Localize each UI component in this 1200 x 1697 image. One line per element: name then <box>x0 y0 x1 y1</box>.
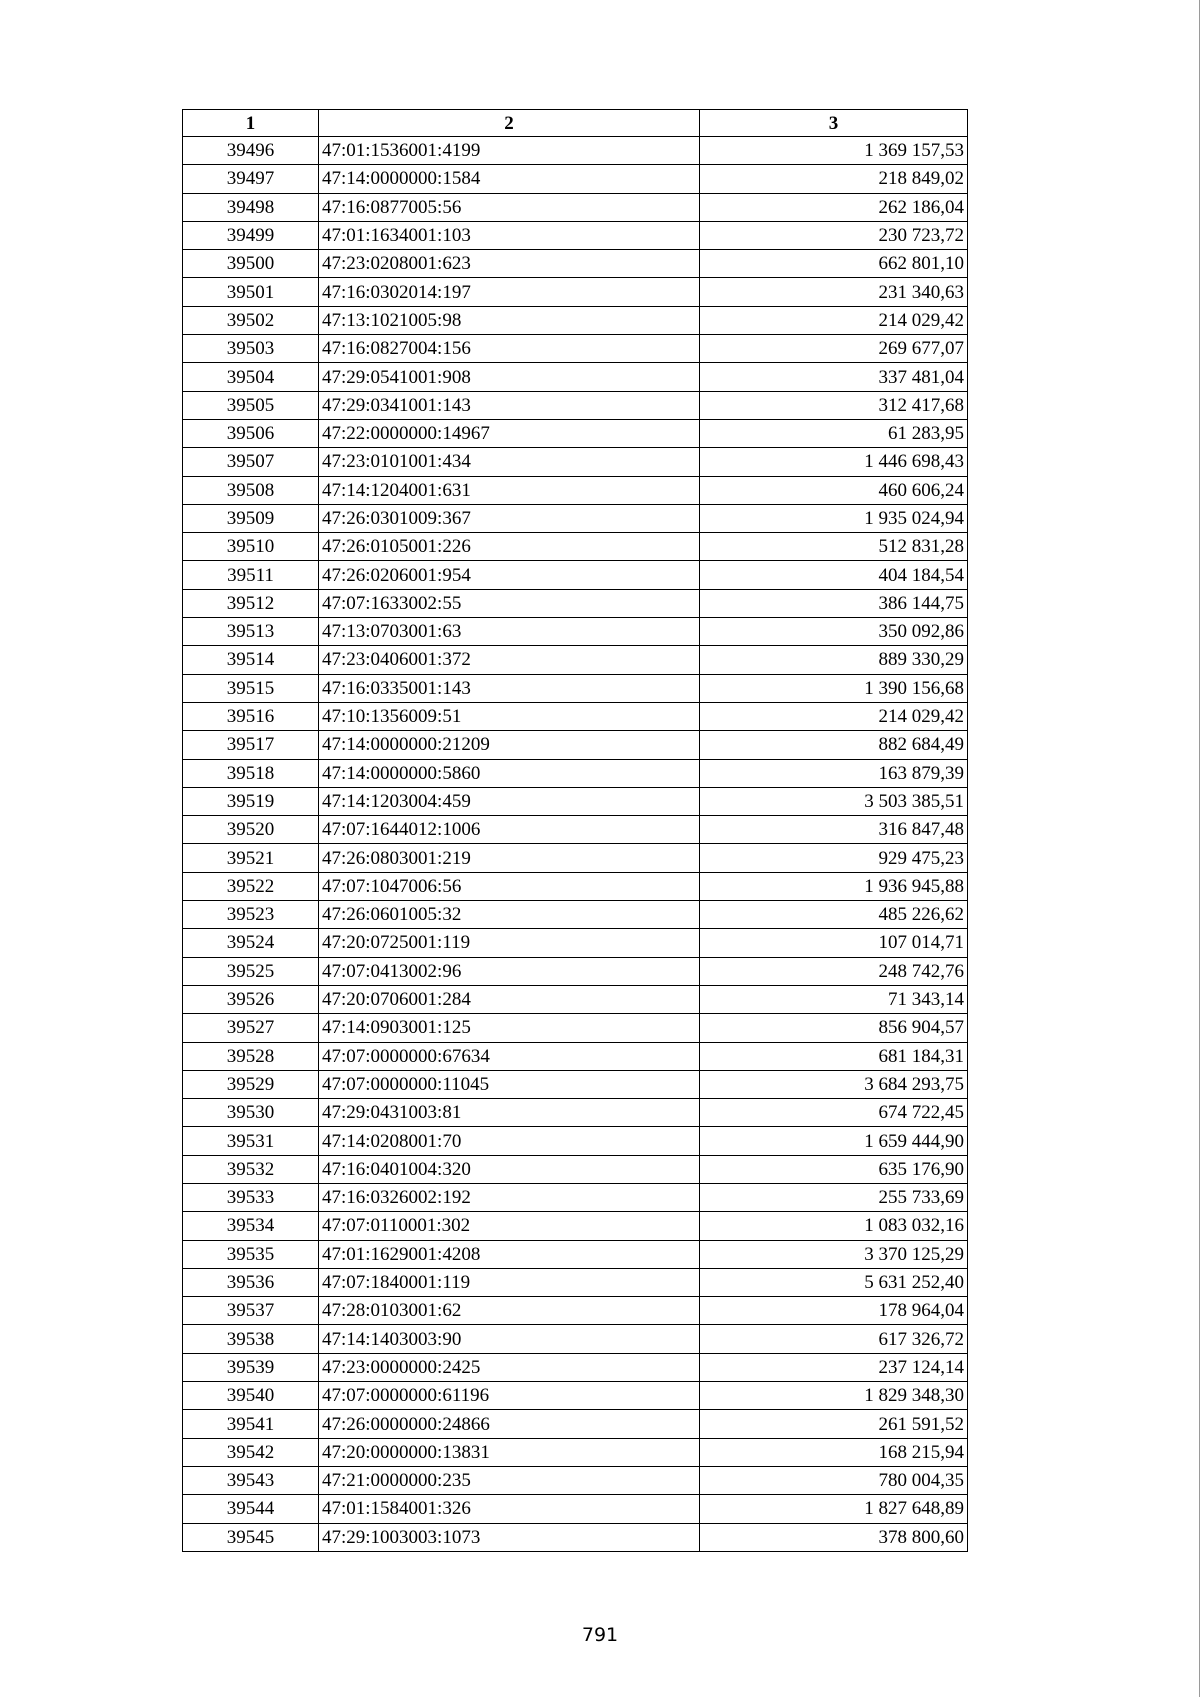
value-cell: 255 733,69 <box>700 1183 968 1211</box>
table-row <box>183 250 968 278</box>
value-cell: 386 144,75 <box>700 589 968 617</box>
row-number-cell: 39545 <box>183 1523 319 1551</box>
cadastral-number-cell: 47:26:0105001:226 <box>319 533 700 561</box>
table-row <box>183 1325 968 1353</box>
value-cell: 1 827 648,89 <box>700 1495 968 1523</box>
value-cell: 1 390 156,68 <box>700 674 968 702</box>
value-cell: 312 417,68 <box>700 391 968 419</box>
value-cell: 617 326,72 <box>700 1325 968 1353</box>
row-number-cell: 39512 <box>183 589 319 617</box>
row-number-cell: 39506 <box>183 419 319 447</box>
row-number-cell: 39503 <box>183 335 319 363</box>
value-cell: 214 029,42 <box>700 702 968 730</box>
table-row <box>183 1466 968 1494</box>
row-number-cell: 39513 <box>183 618 319 646</box>
cadastral-number-cell: 47:26:0601005:32 <box>319 901 700 929</box>
table-row <box>183 759 968 787</box>
header-row <box>183 110 968 137</box>
row-number-cell: 39501 <box>183 278 319 306</box>
cadastral-number-cell: 47:07:0110001:302 <box>319 1212 700 1240</box>
value-cell: 856 904,57 <box>700 1014 968 1042</box>
row-number-cell: 39537 <box>183 1297 319 1325</box>
cadastral-number-cell: 47:26:0803001:219 <box>319 844 700 872</box>
cadastral-number-cell: 47:29:0541001:908 <box>319 363 700 391</box>
row-number-cell: 39543 <box>183 1466 319 1494</box>
cadastral-number-cell: 47:07:0000000:61196 <box>319 1382 700 1410</box>
cadastral-number-cell: 47:23:0406001:372 <box>319 646 700 674</box>
row-number-cell: 39516 <box>183 702 319 730</box>
value-cell: 662 801,10 <box>700 250 968 278</box>
row-number-cell: 39535 <box>183 1240 319 1268</box>
row-number-cell: 39519 <box>183 787 319 815</box>
value-cell: 178 964,04 <box>700 1297 968 1325</box>
value-cell: 3 684 293,75 <box>700 1070 968 1098</box>
cadastral-number-cell: 47:26:0301009:367 <box>319 504 700 532</box>
cadastral-number-cell: 47:14:1204001:631 <box>319 476 700 504</box>
table-row <box>183 1183 968 1211</box>
header-cell-2: 2 <box>319 110 700 137</box>
table-row <box>183 419 968 447</box>
row-number-cell: 39502 <box>183 306 319 334</box>
table-row <box>183 646 968 674</box>
table-row <box>183 618 968 646</box>
table-row <box>183 957 968 985</box>
value-cell: 929 475,23 <box>700 844 968 872</box>
row-number-cell: 39520 <box>183 816 319 844</box>
cadastral-number-cell: 47:01:1536001:4199 <box>319 137 700 165</box>
row-number-cell: 39523 <box>183 901 319 929</box>
cadastral-number-cell: 47:14:0208001:70 <box>319 1127 700 1155</box>
value-cell: 230 723,72 <box>700 221 968 249</box>
value-cell: 378 800,60 <box>700 1523 968 1551</box>
row-number-cell: 39498 <box>183 193 319 221</box>
table-row <box>183 1353 968 1381</box>
value-cell: 681 184,31 <box>700 1042 968 1070</box>
cadastral-number-cell: 47:26:0206001:954 <box>319 561 700 589</box>
table-row <box>183 1438 968 1466</box>
row-number-cell: 39521 <box>183 844 319 872</box>
row-number-cell: 39497 <box>183 165 319 193</box>
row-number-cell: 39525 <box>183 957 319 985</box>
table-row <box>183 844 968 872</box>
table-row <box>183 504 968 532</box>
row-number-cell: 39509 <box>183 504 319 532</box>
value-cell: 1 659 444,90 <box>700 1127 968 1155</box>
table-row <box>183 1268 968 1296</box>
row-number-cell: 39504 <box>183 363 319 391</box>
cadastral-number-cell: 47:29:1003003:1073 <box>319 1523 700 1551</box>
cadastral-number-cell: 47:14:1403003:90 <box>319 1325 700 1353</box>
row-number-cell: 39515 <box>183 674 319 702</box>
table-row <box>183 787 968 815</box>
row-number-cell: 39528 <box>183 1042 319 1070</box>
value-cell: 882 684,49 <box>700 731 968 759</box>
row-number-cell: 39541 <box>183 1410 319 1438</box>
table-row <box>183 1014 968 1042</box>
cadastral-number-cell: 47:20:0706001:284 <box>319 985 700 1013</box>
cadastral-number-cell: 47:23:0101001:434 <box>319 448 700 476</box>
row-number-cell: 39539 <box>183 1353 319 1381</box>
row-number-cell: 39499 <box>183 221 319 249</box>
cadastral-number-cell: 47:20:0725001:119 <box>319 929 700 957</box>
row-number-cell: 39524 <box>183 929 319 957</box>
cadastral-number-cell: 47:07:1840001:119 <box>319 1268 700 1296</box>
table-row <box>183 1523 968 1551</box>
value-cell: 635 176,90 <box>700 1155 968 1183</box>
value-cell: 337 481,04 <box>700 363 968 391</box>
cadastral-number-cell: 47:23:0000000:2425 <box>319 1353 700 1381</box>
table-row <box>183 221 968 249</box>
row-number-cell: 39532 <box>183 1155 319 1183</box>
row-number-cell: 39522 <box>183 872 319 900</box>
row-number-cell: 39544 <box>183 1495 319 1523</box>
row-number-cell: 39518 <box>183 759 319 787</box>
cadastral-number-cell: 47:07:0000000:67634 <box>319 1042 700 1070</box>
cadastral-number-cell: 47:28:0103001:62 <box>319 1297 700 1325</box>
row-number-cell: 39500 <box>183 250 319 278</box>
value-cell: 1 829 348,30 <box>700 1382 968 1410</box>
value-cell: 261 591,52 <box>700 1410 968 1438</box>
table-row <box>183 165 968 193</box>
table-row <box>183 476 968 504</box>
value-cell: 71 343,14 <box>700 985 968 1013</box>
cadastral-number-cell: 47:07:1047006:56 <box>319 872 700 900</box>
value-cell: 460 606,24 <box>700 476 968 504</box>
table-row <box>183 193 968 221</box>
cadastral-number-cell: 47:23:0208001:623 <box>319 250 700 278</box>
value-cell: 3 503 385,51 <box>700 787 968 815</box>
table-row <box>183 1212 968 1240</box>
value-cell: 316 847,48 <box>700 816 968 844</box>
cadastral-number-cell: 47:07:1644012:1006 <box>319 816 700 844</box>
cadastral-number-cell: 47:14:1203004:459 <box>319 787 700 815</box>
header-cell-1: 1 <box>183 110 319 137</box>
table-row <box>183 1127 968 1155</box>
table-row <box>183 1240 968 1268</box>
cadastral-number-cell: 47:01:1634001:103 <box>319 221 700 249</box>
cadastral-number-cell: 47:20:0000000:13831 <box>319 1438 700 1466</box>
cadastral-number-cell: 47:01:1584001:326 <box>319 1495 700 1523</box>
table-row <box>183 137 968 165</box>
table-row <box>183 278 968 306</box>
cadastral-number-cell: 47:16:0827004:156 <box>319 335 700 363</box>
table-row <box>183 702 968 730</box>
value-cell: 218 849,02 <box>700 165 968 193</box>
row-number-cell: 39533 <box>183 1183 319 1211</box>
row-number-cell: 39530 <box>183 1099 319 1127</box>
row-number-cell: 39511 <box>183 561 319 589</box>
row-number-cell: 39540 <box>183 1382 319 1410</box>
table-row <box>183 1495 968 1523</box>
table-row <box>183 816 968 844</box>
table-row <box>183 1410 968 1438</box>
cadastral-number-cell: 47:21:0000000:235 <box>319 1466 700 1494</box>
cadastral-number-cell: 47:14:0903001:125 <box>319 1014 700 1042</box>
cadastral-number-cell: 47:07:1633002:55 <box>319 589 700 617</box>
value-cell: 485 226,62 <box>700 901 968 929</box>
value-cell: 168 215,94 <box>700 1438 968 1466</box>
table-row <box>183 731 968 759</box>
cadastral-number-cell: 47:29:0341001:143 <box>319 391 700 419</box>
cadastral-number-cell: 47:22:0000000:14967 <box>319 419 700 447</box>
table-row <box>183 872 968 900</box>
cadastral-number-cell: 47:14:0000000:21209 <box>319 731 700 759</box>
table-row <box>183 1155 968 1183</box>
row-number-cell: 39507 <box>183 448 319 476</box>
row-number-cell: 39508 <box>183 476 319 504</box>
table-row <box>183 1070 968 1098</box>
table-row <box>183 1042 968 1070</box>
value-cell: 61 283,95 <box>700 419 968 447</box>
value-cell: 1 083 032,16 <box>700 1212 968 1240</box>
cadastral-number-cell: 47:16:0401004:320 <box>319 1155 700 1183</box>
row-number-cell: 39534 <box>183 1212 319 1240</box>
row-number-cell: 39526 <box>183 985 319 1013</box>
table-row <box>183 561 968 589</box>
value-cell: 404 184,54 <box>700 561 968 589</box>
row-number-cell: 39529 <box>183 1070 319 1098</box>
page-number: 791 <box>581 1624 619 1646</box>
row-number-cell: 39527 <box>183 1014 319 1042</box>
value-cell: 237 124,14 <box>700 1353 968 1381</box>
table-row <box>183 901 968 929</box>
value-cell: 107 014,71 <box>700 929 968 957</box>
value-cell: 163 879,39 <box>700 759 968 787</box>
table-row <box>183 1297 968 1325</box>
cadastral-number-cell: 47:16:0302014:197 <box>319 278 700 306</box>
value-cell: 1 936 945,88 <box>700 872 968 900</box>
table-row <box>183 363 968 391</box>
row-number-cell: 39531 <box>183 1127 319 1155</box>
value-cell: 248 742,76 <box>700 957 968 985</box>
value-cell: 350 092,86 <box>700 618 968 646</box>
value-cell: 780 004,35 <box>700 1466 968 1494</box>
row-number-cell: 39505 <box>183 391 319 419</box>
table-row <box>183 1382 968 1410</box>
value-cell: 214 029,42 <box>700 306 968 334</box>
header-cell-3: 3 <box>700 110 968 137</box>
table-row <box>183 589 968 617</box>
row-number-cell: 39536 <box>183 1268 319 1296</box>
row-number-cell: 39510 <box>183 533 319 561</box>
cadastral-number-cell: 47:14:0000000:1584 <box>319 165 700 193</box>
cadastral-number-cell: 47:16:0877005:56 <box>319 193 700 221</box>
table-header <box>183 110 968 137</box>
table-row <box>183 335 968 363</box>
table-row <box>183 1099 968 1127</box>
value-cell: 1 446 698,43 <box>700 448 968 476</box>
value-cell: 1 369 157,53 <box>700 137 968 165</box>
cadastral-number-cell: 47:16:0326002:192 <box>319 1183 700 1211</box>
cadastral-number-cell: 47:14:0000000:5860 <box>319 759 700 787</box>
table-row <box>183 929 968 957</box>
value-cell: 231 340,63 <box>700 278 968 306</box>
cadastral-number-cell: 47:29:0431003:81 <box>319 1099 700 1127</box>
value-cell: 889 330,29 <box>700 646 968 674</box>
value-cell: 5 631 252,40 <box>700 1268 968 1296</box>
cadastral-number-cell: 47:26:0000000:24866 <box>319 1410 700 1438</box>
data-table <box>182 109 968 1552</box>
row-number-cell: 39542 <box>183 1438 319 1466</box>
table-row <box>183 533 968 561</box>
value-cell: 1 935 024,94 <box>700 504 968 532</box>
row-number-cell: 39514 <box>183 646 319 674</box>
value-cell: 269 677,07 <box>700 335 968 363</box>
value-cell: 512 831,28 <box>700 533 968 561</box>
cadastral-number-cell: 47:01:1629001:4208 <box>319 1240 700 1268</box>
value-cell: 262 186,04 <box>700 193 968 221</box>
table-row <box>183 985 968 1013</box>
value-cell: 674 722,45 <box>700 1099 968 1127</box>
table-row <box>183 391 968 419</box>
row-number-cell: 39538 <box>183 1325 319 1353</box>
table-row <box>183 306 968 334</box>
cadastral-number-cell: 47:16:0335001:143 <box>319 674 700 702</box>
cadastral-number-cell: 47:13:0703001:63 <box>319 618 700 646</box>
row-number-cell: 39496 <box>183 137 319 165</box>
cadastral-number-cell: 47:07:0413002:96 <box>319 957 700 985</box>
table-row <box>183 448 968 476</box>
cadastral-number-cell: 47:10:1356009:51 <box>319 702 700 730</box>
table-body <box>183 137 968 1552</box>
value-cell: 3 370 125,29 <box>700 1240 968 1268</box>
table-row <box>183 674 968 702</box>
row-number-cell: 39517 <box>183 731 319 759</box>
cadastral-number-cell: 47:07:0000000:11045 <box>319 1070 700 1098</box>
cadastral-number-cell: 47:13:1021005:98 <box>319 306 700 334</box>
